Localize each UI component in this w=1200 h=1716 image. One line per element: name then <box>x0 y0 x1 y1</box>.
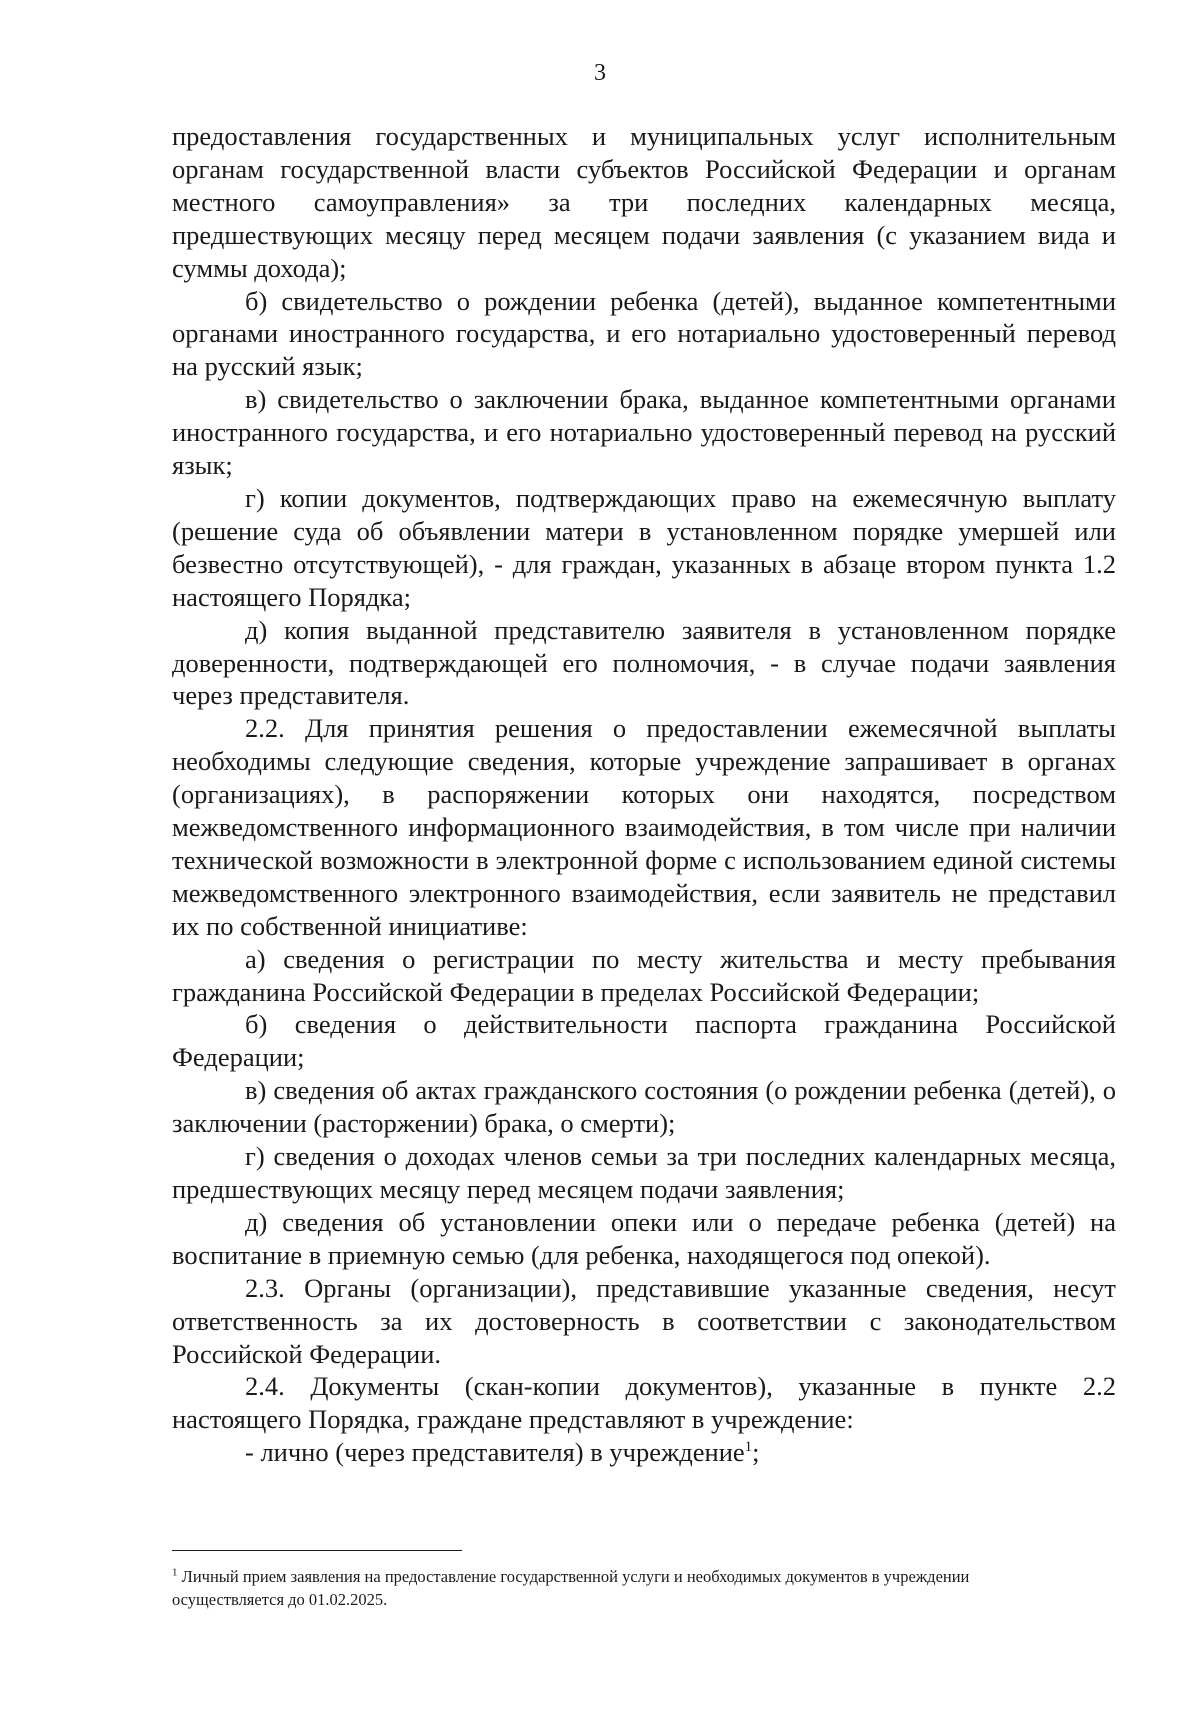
footnote <box>172 1565 1072 1611</box>
paragraph-2-2-b-passport: б) сведения о действительности паспорта гражданина Российской Федерации; <box>172 1009 1116 1073</box>
in-person-text: - лично (через представителя) в учреждение <box>245 1437 745 1468</box>
in-person-suffix: ; <box>752 1437 760 1468</box>
paragraph-2-2-a-registration: а) сведения о регистрации по месту жительства и месту пребывания гражданина Российской Федерации в пределах Российской Федерации; <box>172 943 1116 1007</box>
paragraph-item-g-document-copies: г) копии документов, подтверждающих право на ежемесячную выплату (решение суда об объявлении матери в установленном порядке умершей или безвестно отсутствующей), - для граждан, указанных в абзаце втором пункта 1.2 настоящего Порядка; <box>172 482 1116 612</box>
footnote-text: Личный прием заявления на предоставление государственной услуги и необходимых документов в учреждении осуществляется до 01.02.2025. <box>172 1567 970 1609</box>
paragraph-2-4: 2.4. Документы (скан-копии документов), указанные в пункте 2.2 настоящего Порядка, граждане представляют в учреждение: <box>172 1371 1116 1435</box>
paragraph-2-2-d-guardianship: д) сведения об установлении опеки или о передаче ребенка (детей) на воспитание в приемную семью (для ребенка, находящегося под опекой). <box>172 1206 1116 1270</box>
paragraph-item-b-birth-certificate: б) свидетельство о рождении ребенка (детей), выданное компетентными органами иностранного государства, и его нотариально удостоверенный перевод на русский язык; <box>172 285 1116 382</box>
paragraph-continuation: предоставления государственных и муниципальных услуг исполнительным органам государственной власти субъектов Российской Федерации и органам местного самоуправления» за три последних календарных месяца, предшествующих месяцу перед месяцем подачи заявления (с указанием вида и суммы дохода); <box>172 121 1116 283</box>
footnote-marker: 1 <box>172 1566 178 1579</box>
paragraph-in-person-item <box>172 1436 1116 1469</box>
footnote-reference: 1 <box>744 1439 753 1456</box>
page-number: 3 <box>594 60 606 86</box>
paragraph-2-2: 2.2. Для принятия решения о предоставлении ежемесячной выплаты необходимы следующие сведения, которые учреждение запрашивает в органах (организациях), в распоряжении которых они находятся, посредством межведомственного информационного взаимодействия, в том числе при наличии технической возможности в электронной форме с использованием единой системы межведомственного электронного взаимодействия, если заявитель не представил их по собственной инициативе: <box>172 713 1116 941</box>
document-body <box>172 120 1116 1469</box>
paragraph-2-2-g-income: г) сведения о доходах членов семьи за три последних календарных месяца, предшествующих месяцу перед месяцем подачи заявления; <box>172 1141 1116 1204</box>
footnote-divider <box>172 1550 462 1551</box>
paragraph-item-d-power-of-attorney: д) копия выданной представителю заявителя в установленном порядке доверенности, подтверждающей его полномочия, - в случае подачи заявления через представителя. <box>172 614 1116 711</box>
paragraph-item-v-marriage-certificate: в) свидетельство о заключении брака, выданное компетентными органами иностранного государства, и его нотариально удостоверенный перевод на русский язык; <box>172 384 1116 481</box>
paragraph-2-2-v-civil-acts: в) сведения об актах гражданского состояния (о рождении ребенка (детей), о заключении (расторжении) брака, о смерти); <box>172 1075 1116 1139</box>
paragraph-2-3: 2.3. Органы (организации), представившие указанные сведения, несут ответственность за их достоверность в соответствии с законодательством Российской Федерации. <box>172 1272 1116 1369</box>
